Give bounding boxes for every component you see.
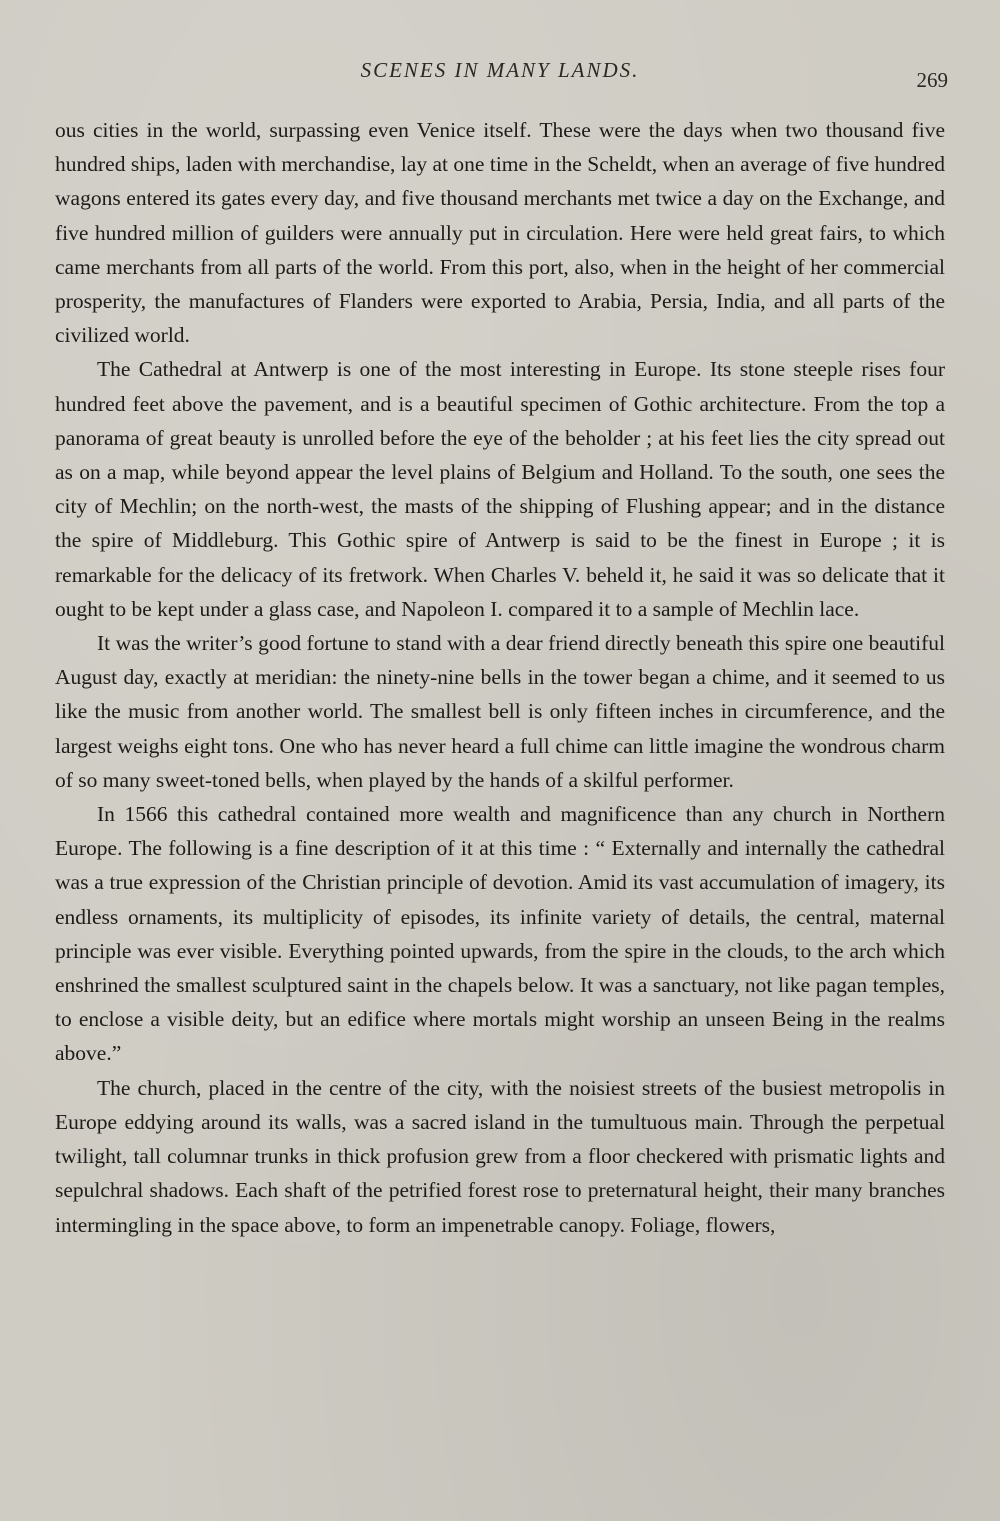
paragraph-continuation: ous cities in the world, surpassing even Venice itself. These were the days when two thousand five hundred ships, laden with merchandise, lay at one time in the Scheldt, when an average of five hundred wagons entered its gates every day, and five thousand merchants met twice a day on the Exchange, and five hundred million of guilders were annually put in circulation. Here were held great fairs, to which came merchants from all parts of the world. From this port, also, when in the height of her commercial prosperity, the manufactures of Flanders were exported to Arabia, Persia, India, and all parts of the civilized world. — [55, 118, 945, 348]
body-text — [55, 113, 945, 1242]
paragraph-1566: In 1566 this cathedral contained more wealth and magnificence than any church in Northern Europe. The following is a fine description of it at this time : “ Externally and internally the cathedral was a true expression of the Christian principle of devotion. Amid its vast accumulation of imagery, its endless ornaments, its multiplicity of episodes, its infinite variety of details, the central, maternal principle was ever visible. Everything pointed upwards, from the spire in the clouds, to the arch which enshrined the smallest sculptured saint in the chapels below. It was a sanctuary, not like pagan temples, to enclose a visible deity, but an edifice where mortals might worship an unseen Being in the realms above.” — [55, 802, 945, 1066]
paragraph-bells: It was the writer’s good fortune to stand with a dear friend directly beneath this spire one beautiful August day, exactly at meridian: the ninety-nine bells in the tower began a chime, and it seemed to us like the music from another world. The smallest bell is only fifteen inches in circumference, and the largest weighs eight tons. One who has never heard a full chime can little imagine the wondrous charm of so many sweet-toned bells, when played by the hands of a skilful performer. — [55, 631, 945, 792]
paragraph-cathedral: The Cathedral at Antwerp is one of the most interesting in Europe. Its stone steeple rises four hundred feet above the pavement, and is a beautiful specimen of Gothic architecture. From the top a panorama of great beauty is unrolled before the eye of the beholder ; at his feet lies the city spread out as on a map, while beyond appear the level plains of Belgium and Holland. To the south, one sees the city of Mechlin; on the north-west, the masts of the shipping of Flushing appear; and in the distance the spire of Middleburg. This Gothic spire of Antwerp is said to be the finest in Europe ; it is remarkable for the delicacy of its fretwork. When Charles V. beheld it, he said it was so delicate that it ought to be kept under a glass case, and Napoleon I. compared it to a sample of Mechlin lace. — [55, 357, 945, 621]
page-number: 269 — [916, 68, 948, 92]
running-title: SCENES IN MANY LANDS. — [360, 58, 640, 82]
paragraph-church: The church, placed in the centre of the city, with the noisiest streets of the busiest metropolis in Europe eddying around its walls, was a sacred island in the tumultuous main. Through the perpetual twilight, tall columnar trunks in thick profusion grew from a floor checkered with prismatic lights and sepulchral shadows. Each shaft of the petrified forest rose to preternatural height, their many branches intermingling in the space above, to form an impenetrable canopy. Foliage, flowers, — [55, 1075, 945, 1237]
